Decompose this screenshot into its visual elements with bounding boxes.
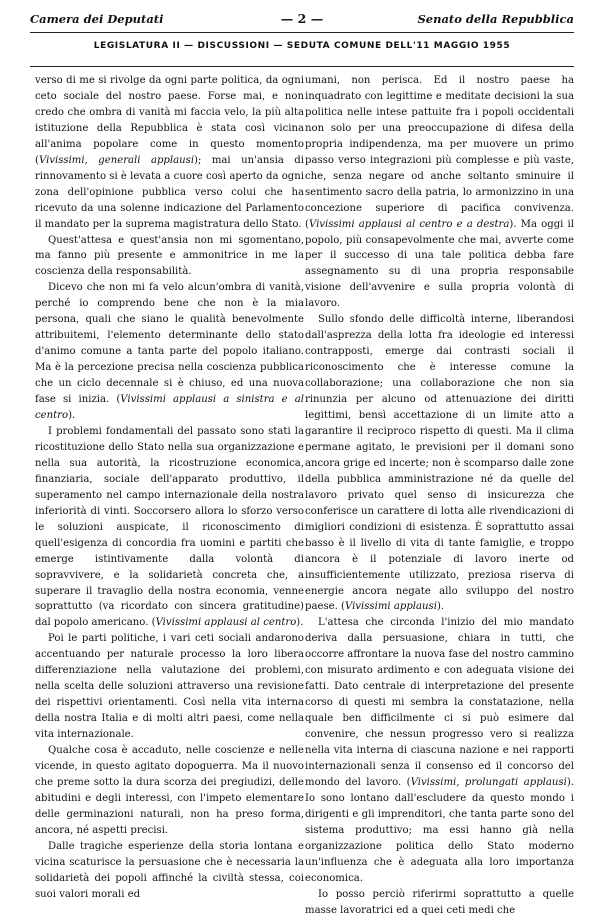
paragraph: I problemi fondamentali del passato sono stati la ricostituzione dello Stato nella sua organizzazione e nella sua autorità, la ricostruzione economica, finanziaria, sociale dell'apparato produttivo, il superamento nel campo internazionale della nostra inferiorità di vinti. Soccorsero allora lo sforzo verso le soluzioni auspicate, il riconoscimento di quell'esigenza di concordia fra uomini e partiti che emerge istintivamente dalla volontà di sopravvivere, e la solidarietà concreta che, a superare il travaglio della nostra economia, venne soprattutto (va ricordato con sincera gratitudine) dal popolo americano. (Vivissimi applausi al centro).	[35, 425, 304, 629]
paragraph: Quest'attesa e quest'ansia non mi sgomentano, ma fanno più presente e ammonitrice in me la coscienza della responsabilità.	[35, 234, 304, 278]
right-column	[305, 73, 574, 919]
paragraph: L'attesa che circonda l'inizio del mio mandato deriva dalla persuasione, chiara in tutti, che occorre affrontare la nuova fase del nostro cammino con misurato ardimento e con adeguata visione dei fatti. Dato centrale di interpretazione del presente corso di questi mi sembra la constatazione, nella quale ben difficilmente ci si può esimere dal convenire, che nessun progresso vero si realizza nella vita interna di ciascuna nazione e nei rapporti internazionali senza il consenso ed il concorso del mondo del lavoro. (Vivissimi, prolungati applausi). Io sono lontano dall'escludere da questo mondo i dirigenti e gli imprenditori, che tanta parte sono del sistema produttivo; ma essi hanno già nella organizzazione politica dello Stato moderno un'influenza che è adeguata alla loro importanza economica.	[305, 617, 574, 884]
applause-note: Vivissimi applausi	[344, 601, 437, 613]
applause-note: Vivissimi applausi al centro e a destra	[308, 218, 510, 230]
paragraph: umani, non perisca. Ed il nostro paese ha inquadrato con legittime e meditate decisioni la sua politica nelle intese pattuite fra i popoli occidentali non solo per una preoccupazione di difesa della propria indipendenza, ma per muovere un primo passo verso integrazioni più complesse e più vaste, che, senza negare od anche soltanto sminuire il sentimento sacro della patria, lo armonizzino in una concezione superiore di pacifica convivenza. (Vivissimi applausi al centro e a destra). Ma oggi il popolo, più consapevolmente che mai, avverte come per il successo di una tale politica debba fare assegnamento su di una propria responsabile visione dell'avvenire e sulla propria volontà di lavoro.	[305, 75, 574, 310]
page-number: — 2 —	[280, 11, 324, 26]
running-header	[30, 10, 574, 30]
paragraph: Sullo sfondo delle difficoltà interne, liberandosi dall'asprezza della lotta fra ideologie ed interessi contrapposti, emerge dai contrasti sociali il riconoscimento che è interesse comune la collaborazione; una collaborazione che non sia rinunzia per alcuno od attenuazione dei diritti legittimi, bensì accettazione di un limite atto a garantire il reciproco rispetto di questi. Ma il clima permane agitato, le previsioni per il domani sono ancora grige ed incerte; non è scomparso dalle zone della pubblica amministrazione né da quelle del lavoro privato quel senso di insicurezza che conferisce un carattere di lotta alle rivendicazioni di migliori condizioni di esistenza. È soprattutto assai basso è il livello di vita di tante famiglie, e troppo ancora è il potenziale di lavoro inerte od insufficientemente utilizzato, preziosa riserva di energie ancora negate allo sviluppo del nostro paese. (Vivissimi applausi).	[305, 314, 574, 613]
session-subheader: LEGISLATURA II — DISCUSSIONI — SEDUTA COMUNE DELL'11 MAGGIO 1955	[93, 41, 511, 51]
paragraph: Poi le parti politiche, i vari ceti sociali andarono accentuando per naturale processo la loro libera differenziazione nella valutazione dei problemi, nella scelta delle soluzioni attraverso una revisione dei rispettivi orientamenti. Così nella vita interna della nostra Italia e di molti altri paesi, come nella vita internazionale.	[35, 633, 304, 741]
paragraph: verso di me si rivolge da ogni parte politica, da ogni ceto sociale del nostro paese. Forse mai, e non credo che ombra di vanità mi faccia velo, la più alta istituzione della Repubblica è stata così vicina all'anima popolare come in questo momento (Vivissimi, generali applausi); mai un'ansia di rinnovamento si è levata a cuore così aperto da ogni zona dell'opinione pubblica verso colui che ha ricevuto da una solenne indicazione del Parlamento il mandato per la suprema magistratura dello Stato.	[35, 75, 304, 230]
paragraph: Dalle tragiche esperienze della storia lontana e vicina scaturisce la persuasione che è necessaria la solidarietà dei popoli affinché la civiltà stessa, coi suoi valori morali ed	[35, 840, 304, 900]
applause-note: Vivissimi applausi al centro	[155, 617, 297, 629]
header-rule-top	[30, 32, 574, 33]
header-chamber: Camera dei Deputati	[30, 12, 164, 26]
paragraph: Dicevo che non mi fa velo alcun'ombra di vanità, perché io comprendo bene che non è la mia persona, quali che siano le qualità benevolmente attribuitemi, l'elemento determinante dello stato d'animo comune a tanta parte del popolo italiano. Ma è la percezione precisa nella coscienza pubblica che un ciclo decennale si è chiuso, ed una nuova fase si inizia. (Vivissimi applausi a sinistra e al centro).	[35, 282, 304, 422]
applause-note: Vivissimi, generali applausi	[38, 154, 195, 166]
header-senate: Senato della Repubblica	[417, 12, 574, 26]
left-column	[35, 73, 304, 903]
applause-note: Vivissimi, prolungati applausi	[410, 776, 567, 788]
paragraph: Qualche cosa è accaduto, nelle coscienze e nelle vicende, in questo agitato dopoguerra. Ma il nuovo che preme sotto la dura scorza dei pregiudizi, delle abitudini e degli interessi, con l'impeto elementare delle germinazioni naturali, non ha preso forma, ancora, né aspetti precisi.	[35, 745, 304, 836]
header-rule-bottom	[30, 66, 574, 67]
applause-note: Vivissimi applausi a sinistra e al centro	[35, 394, 304, 422]
paragraph: Io posso perciò riferirmi soprattutto a quelle masse lavoratrici ed a quei ceti medi che	[305, 888, 574, 916]
